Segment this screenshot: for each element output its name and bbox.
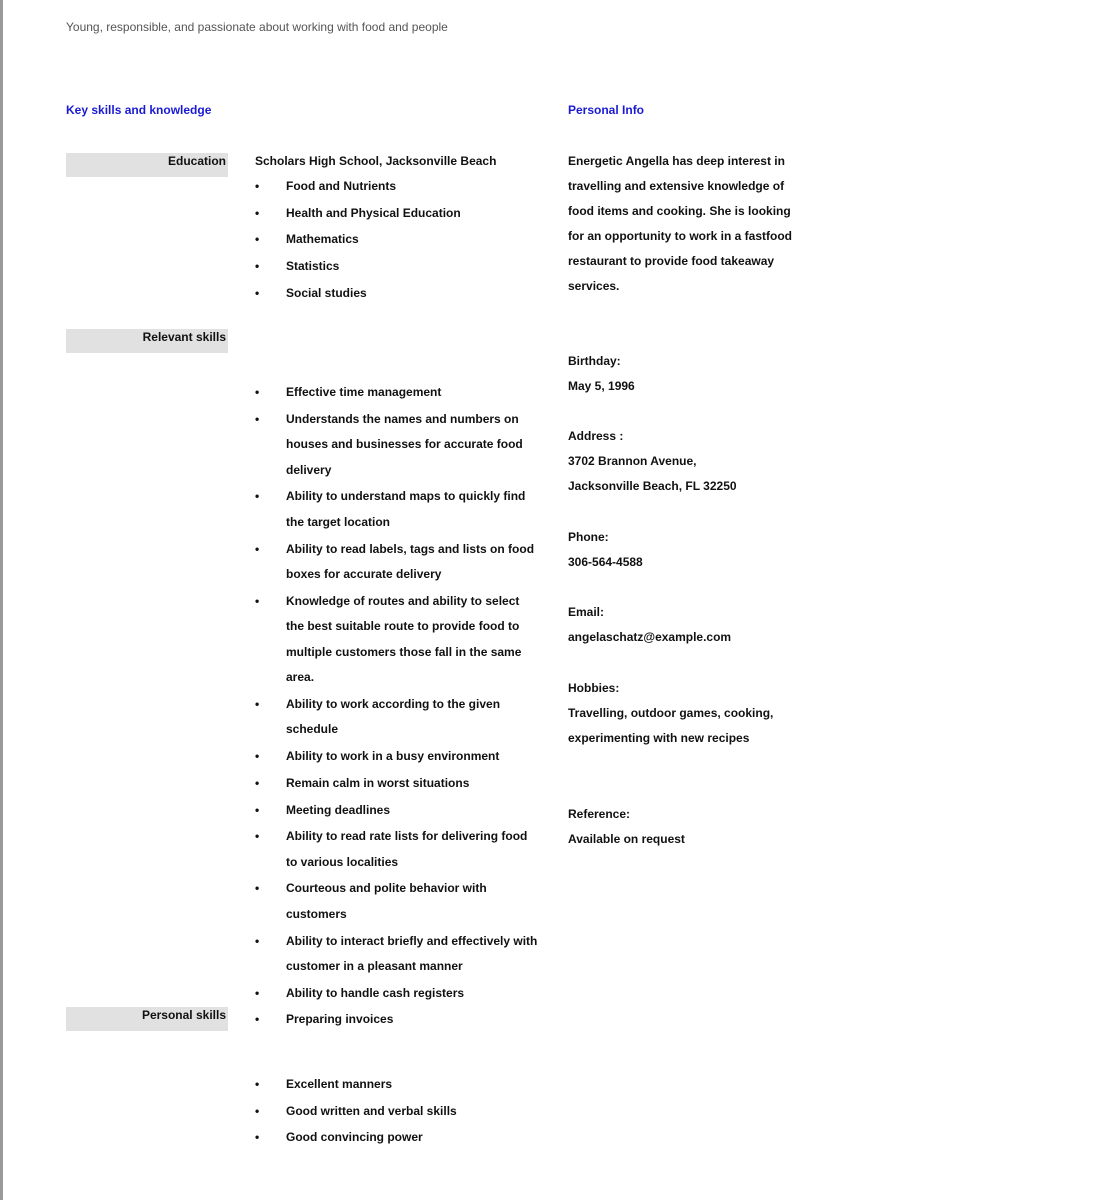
list-item: • Meeting deadlines xyxy=(255,798,540,824)
heading-personal-info: Personal Info xyxy=(568,103,645,117)
list-item: • Health and Physical Education xyxy=(255,201,545,227)
list-item: • Effective time management xyxy=(255,380,540,406)
address-line1: 3702 Brannon Avenue, xyxy=(568,454,697,468)
education-subject-list xyxy=(255,174,545,306)
list-item: • Ability to work according to the given schedule xyxy=(255,692,540,743)
list-item: • Remain calm in worst situations xyxy=(255,771,540,797)
relevant-skills-list xyxy=(255,380,540,1033)
email-block xyxy=(568,600,731,650)
list-item: • Food and Nutrients xyxy=(255,174,545,200)
reference-value: Available on request xyxy=(568,832,685,846)
hobbies-value: Travelling, outdoor games, cooking, experimenting with new recipes xyxy=(568,706,774,745)
list-item: • Courteous and polite behavior with customers xyxy=(255,876,540,927)
hobbies-block xyxy=(568,676,793,751)
list-item: • Good written and verbal skills xyxy=(255,1099,540,1125)
list-item: • Understands the names and numbers on houses and businesses for accurate food delivery xyxy=(255,407,540,484)
list-item: • Ability to interact briefly and effectively with customer in a pleasant manner xyxy=(255,929,540,980)
list-item: • Good convincing power xyxy=(255,1125,540,1151)
list-item: • Ability to read rate lists for delivering food to various localities xyxy=(255,824,540,875)
personal-skills-section xyxy=(255,1072,540,1152)
phone-label: Phone: xyxy=(568,530,609,544)
personal-info-bio-block xyxy=(568,149,798,300)
list-item: • Ability to understand maps to quickly find the target location xyxy=(255,484,540,535)
label-personal-skills: Personal skills xyxy=(66,1007,228,1031)
resume-summary: Young, responsible, and passionate about working with food and people xyxy=(66,20,448,34)
personal-bio: Energetic Angella has deep interest in travelling and extensive knowledge of food items and cooking. She is looking for an opportunity to work in a fastfood restaurant to provide food takeaway services. xyxy=(568,154,792,294)
relevant-skills-section xyxy=(255,380,540,1034)
list-item: • Ability to work in a busy environment xyxy=(255,744,540,770)
personal-skills-list xyxy=(255,1072,540,1151)
list-item: • Preparing invoices xyxy=(255,1007,540,1033)
birthday-block xyxy=(568,349,635,399)
label-relevant-skills: Relevant skills xyxy=(66,329,228,353)
reference-label: Reference: xyxy=(568,807,631,821)
list-item: • Ability to handle cash registers xyxy=(255,981,540,1007)
phone-block xyxy=(568,525,643,575)
page-edge-rule xyxy=(0,0,3,1200)
address-block xyxy=(568,424,737,499)
hobbies-label: Hobbies: xyxy=(568,681,620,695)
email-value: angelaschatz@example.com xyxy=(568,630,732,644)
list-item: • Statistics xyxy=(255,254,545,280)
list-item: • Ability to read labels, tags and lists on food boxes for accurate delivery xyxy=(255,537,540,588)
email-label: Email: xyxy=(568,605,605,619)
education-section xyxy=(255,149,505,307)
list-item: • Knowledge of routes and ability to select the best suitable route to provide food to multiple customers those fall in the same area. xyxy=(255,589,540,691)
list-item: • Mathematics xyxy=(255,227,545,253)
address-label: Address : xyxy=(568,429,624,443)
education-school: Scholars High School, Jacksonville Beach xyxy=(255,154,497,168)
birthday-label: Birthday: xyxy=(568,354,621,368)
list-item: • Social studies xyxy=(255,281,545,307)
list-item: • Excellent manners xyxy=(255,1072,540,1098)
address-line2: Jacksonville Beach, FL 32250 xyxy=(568,479,737,493)
label-education: Education xyxy=(66,153,228,177)
heading-key-skills: Key skills and knowledge xyxy=(66,103,212,117)
birthday-value: May 5, 1996 xyxy=(568,379,635,393)
phone-value: 306-564-4588 xyxy=(568,555,643,569)
reference-block xyxy=(568,802,685,852)
